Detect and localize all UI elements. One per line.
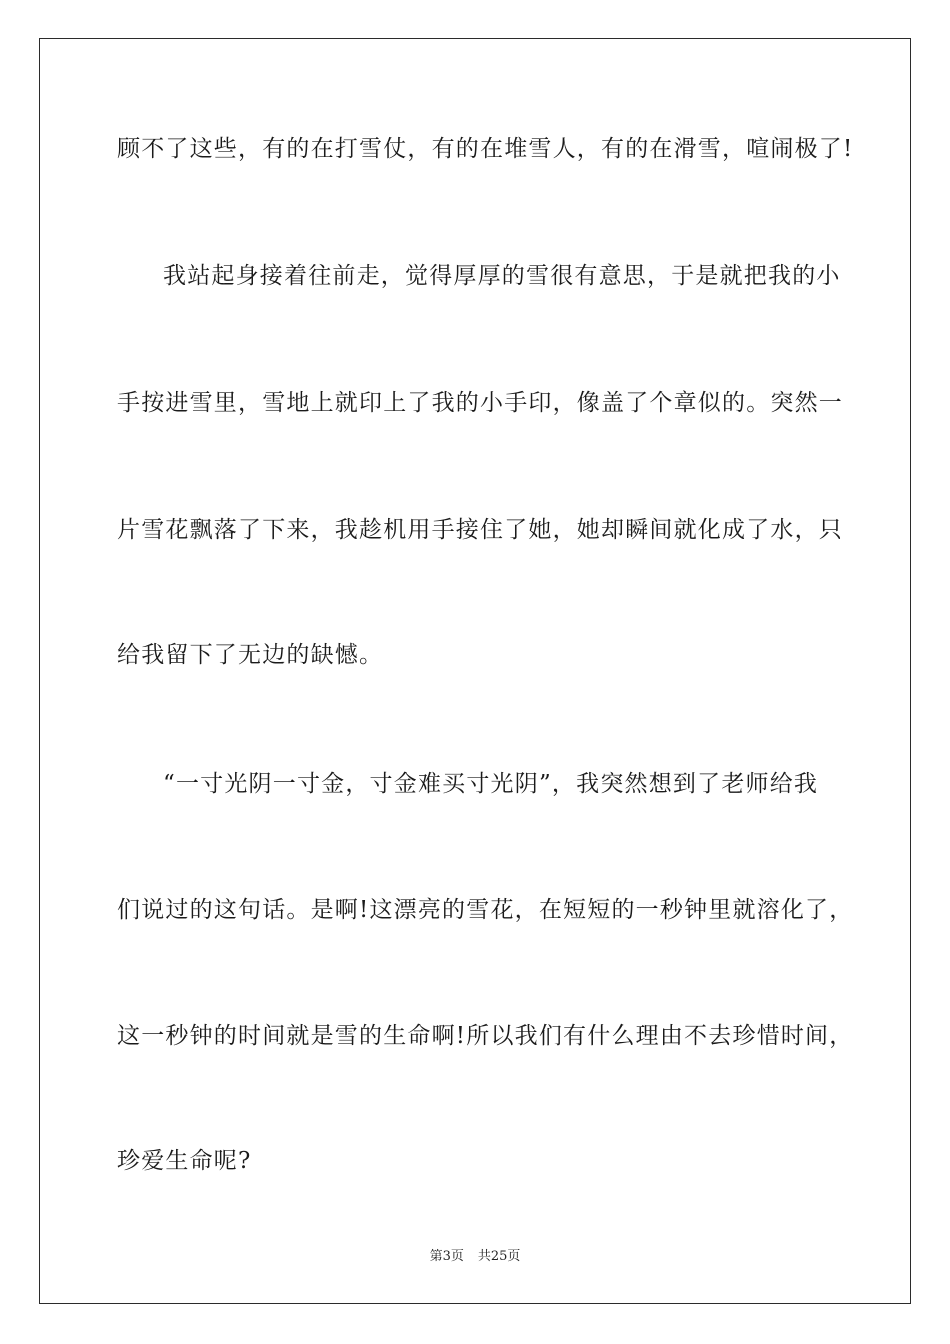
text-line-5: 给我留下了无边的缺憾。: [117, 642, 384, 668]
text-line-6: “一寸光阴一寸金，寸金难买寸光阴”，我突然想到了老师给我: [163, 771, 819, 797]
page-total: 共25页: [477, 1249, 521, 1264]
text-line-3: 手按进雪里，雪地上就印上了我的小手印，像盖了个章似的。突然一: [117, 390, 843, 416]
page-number: 第3页: [429, 1249, 464, 1264]
text-line-7: 们说过的这句话。是啊!这漂亮的雪花，在短短的一秒钟里就溶化了，: [117, 897, 854, 923]
text-line-4: 片雪花飘落了下来，我趁机用手接住了她，她却瞬间就化成了水，只: [117, 517, 843, 543]
page-frame: [39, 38, 911, 1304]
text-line-8: 这一秒钟的时间就是雪的生命啊!所以我们有什么理由不去珍惜时间，: [117, 1023, 854, 1049]
text-line-9: 珍爱生命呢?: [117, 1148, 252, 1174]
text-line-1: 顾不了这些，有的在打雪仗，有的在堆雪人，有的在滑雪，喧闹极了!: [117, 136, 854, 162]
text-line-2: 我站起身接着往前走，觉得厚厚的雪很有意思，于是就把我的小: [163, 263, 841, 289]
page-footer: [0, 1248, 950, 1266]
